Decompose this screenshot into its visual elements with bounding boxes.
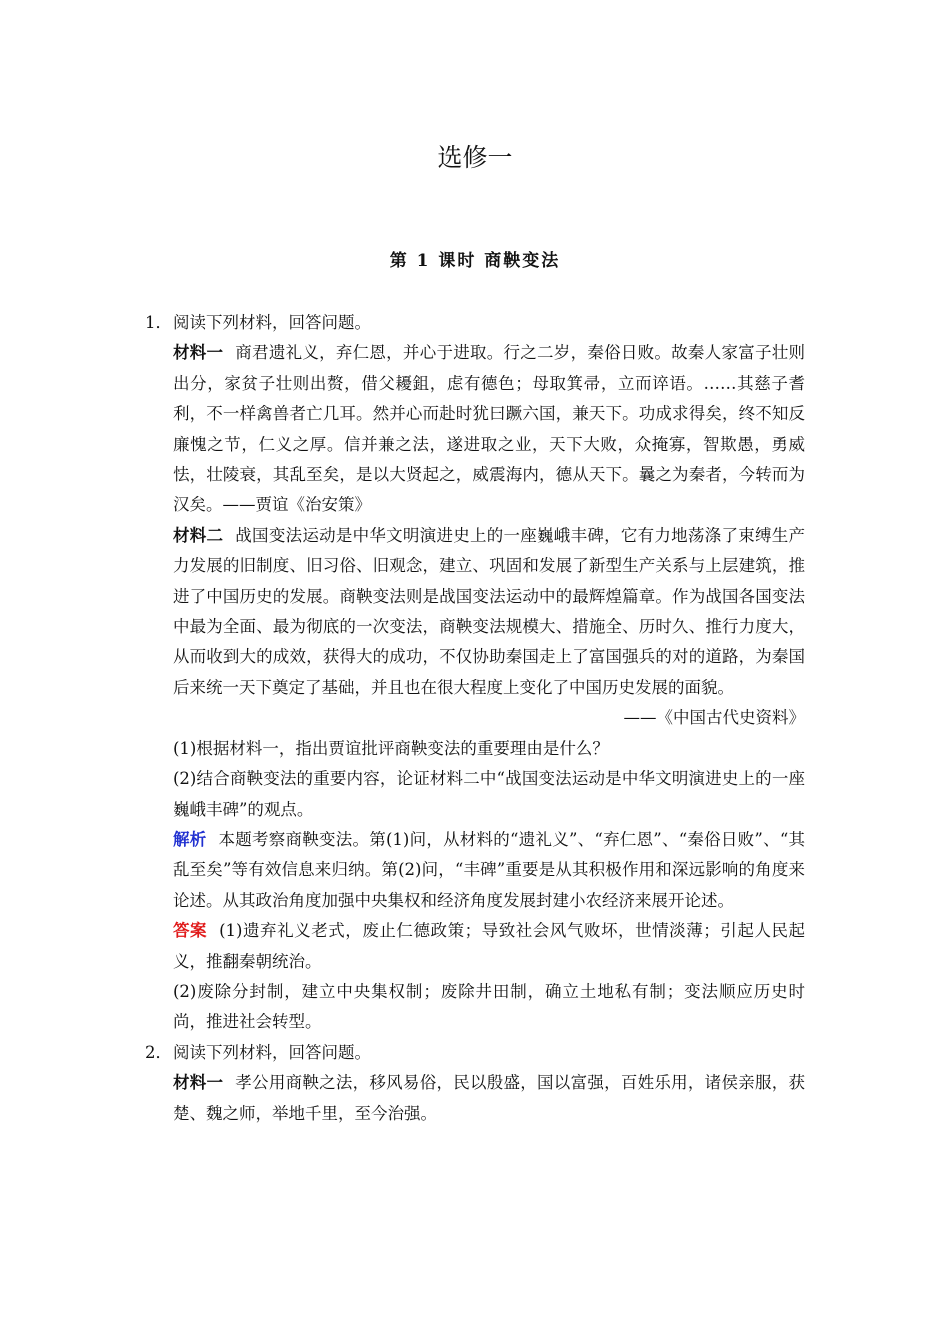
question-1 — [145, 308, 805, 1038]
material-label: 材料一 — [173, 1073, 224, 1093]
material-source: ——《中国古代史资料》 — [623, 708, 805, 728]
analysis-text: 本题考察商鞅变法。第(1)问，从材料的“遗礼义”、“弃仁恩”、“秦俗日败”、“其乱至矣”等有效信息来归纳。第(2)问，“丰碑”重要是从其积极作用和深远影响的角度来论述。从其政治角度加强中央集权和经济角度发展封建小农经济来展开论述。 — [173, 829, 806, 910]
analysis — [173, 825, 805, 916]
lesson-title: 第 1 课时 商鞅变法 — [389, 251, 561, 271]
sub-question-2: (2)结合商鞅变法的重要内容，论证材料二中“战国变法运动是中华文明演进史上的一座巍峨丰碑”的观点。 — [173, 769, 805, 819]
question-2 — [145, 1038, 805, 1129]
material-one — [173, 1068, 805, 1129]
question-prompt: 阅读下列材料，回答问题。 — [173, 313, 371, 332]
material-two — [173, 521, 805, 703]
document-body — [145, 308, 805, 1129]
answer-text-2: (2)废除分封制，建立中央集权制；废除井田制，确立土地私有制；变法顺应历史时尚，推进社会转型。 — [173, 981, 805, 1032]
material-label: 材料二 — [173, 525, 224, 545]
material-label: 材料一 — [173, 343, 224, 363]
sub-question-1: (1)根据材料一，指出贾谊批评商鞅变法的重要理由是什么？ — [173, 738, 609, 758]
answer-text-1: (1)遗弃礼义老式，废止仁德政策；导致社会风气败坏，世情淡薄；引起人民起义，推翻秦朝统治。 — [173, 921, 805, 971]
question-prompt: 阅读下列材料，回答问题。 — [173, 1042, 371, 1062]
answer-label: 答案 — [173, 921, 208, 941]
material-one — [173, 338, 805, 520]
question-number: 1． — [145, 313, 172, 332]
material-text: 商君遗礼义，弃仁恩，并心于进取。行之二岁，秦俗日败。故秦人家富子壮则出分，家贫子壮则出赘，借父耰鉏，虑有德色；母取箕帚，立而谇语。……其慈子耆利，不一样禽兽者亡几耳。然并心而赴时犹曰蹶六国，兼天下。功成求得矣，终不知反廉愧之节，仁义之厚。信并兼之法，遂进取之业，天下大败，众掩寡，智欺愚，勇威怯，壮陵衰，其乱至矣，是以大贤起之，威震海内，德从天下。曩之为秦者，今转而为汉矣。——贾谊《治安策》 — [173, 343, 806, 515]
material-text: 战国变法运动是中华文明演进史上的一座巍峨丰碑，它有力地荡涤了束缚生产力发展的旧制度、旧习俗、旧观念，建立、巩固和发展了新型生产关系与上层建筑，推进了中国历史的发展。商鞅变法则是战国变法运动中的最辉煌篇章。作为战国各国变法中最为全面、最为彻底的一次变法，商鞅变法规模大、措施全、历时久、推行力度大，从而收到大的成效，获得大的成功，不仅协助秦国走上了富国强兵的对的道路，为秦国后来统一天下奠定了基础，并且也在很大程度上变化了中国历史发展的面貌。 — [173, 525, 806, 697]
analysis-label: 解析 — [173, 829, 207, 849]
question-number: 2． — [145, 1042, 172, 1062]
answer — [173, 916, 805, 977]
page-title: 选修一 — [437, 143, 513, 172]
material-text: 孝公用商鞅之法，移风易俗，民以殷盛，国以富强，百姓乐用，诸侯亲服，获楚、魏之师，举地千里，至今治强。 — [173, 1073, 806, 1123]
